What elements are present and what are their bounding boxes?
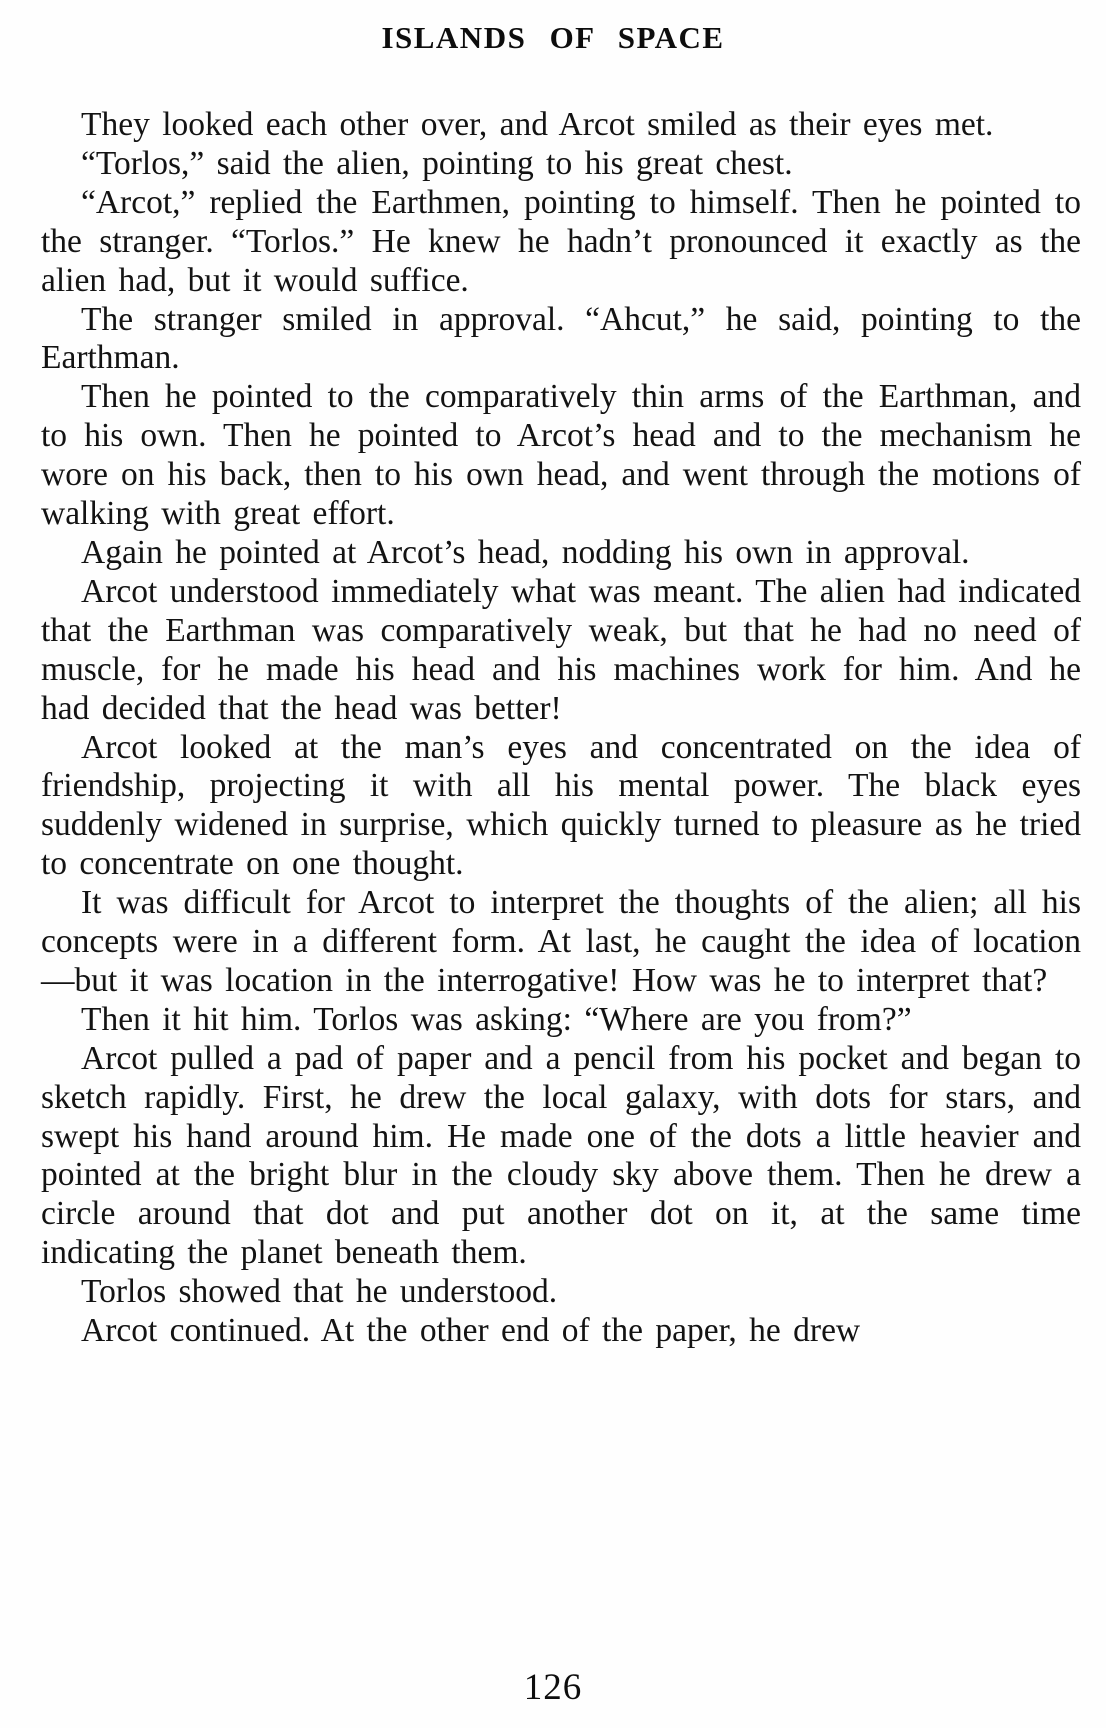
paragraph: The stranger smiled in approval. “Ahcut,” he said, pointing to the Earthman. <box>41 300 1081 377</box>
running-head: ISLANDS OF SPACE <box>381 20 725 55</box>
paragraph: Arcot pulled a pad of paper and a pencil from his pocket and began to sketch rapidly. First, he drew the local galaxy, with dots for stars, and swept his hand around him. He made one of the dots a little heavier and pointed at the bright blur in the cloudy sky above them. Then he drew a circle around that dot and put another dot on it, at the same time indicating the planet beneath them. <box>41 1039 1081 1272</box>
paragraph: Then it hit him. Torlos was asking: “Where are you from?” <box>81 1000 912 1038</box>
paragraph: Arcot continued. At the other end of the paper, he drew <box>81 1312 861 1350</box>
paragraph: “Arcot,” replied the Earthmen, pointing to himself. Then he pointed to the stranger. “Torlos.” He knew he hadn’t pronounced it exactly as the alien had, but it would suffice. <box>41 183 1081 299</box>
paragraph: “Torlos,” said the alien, pointing to his great chest. <box>81 144 793 182</box>
paragraph: Torlos showed that he understood. <box>81 1273 558 1311</box>
page-number: 126 <box>523 1667 583 1708</box>
paragraph: Arcot understood immediately what was meant. The alien had indicated that the Earthman was comparatively weak, but that he had no need of muscle, for he made his head and his machines work for him. And he had decided that the head was better! <box>41 572 1081 727</box>
body-text <box>41 106 1081 1351</box>
paragraph: It was difficult for Arcot to interpret the thoughts of the alien; all his concepts were in a different form. At last, he caught the idea of location—but it was location in the interrogative! How was he to interpret that? <box>41 884 1081 999</box>
paragraph: Then he pointed to the comparatively thin arms of the Earthman, and to his own. Then he pointed to Arcot’s head and to the mechanism he wore on his back, then to his own head, and went through the motions of walking with great effort. <box>41 378 1081 533</box>
paragraph: Again he pointed at Arcot’s head, nodding his own in approval. <box>81 533 970 571</box>
paragraph: They looked each other over, and Arcot smiled as their eyes met. <box>81 106 994 143</box>
paragraph: Arcot looked at the man’s eyes and concentrated on the idea of friendship, projecting it with all his mental power. The black eyes suddenly widened in surprise, which quickly turned to pleasure as he tried to concentrate on one thought. <box>41 728 1081 883</box>
